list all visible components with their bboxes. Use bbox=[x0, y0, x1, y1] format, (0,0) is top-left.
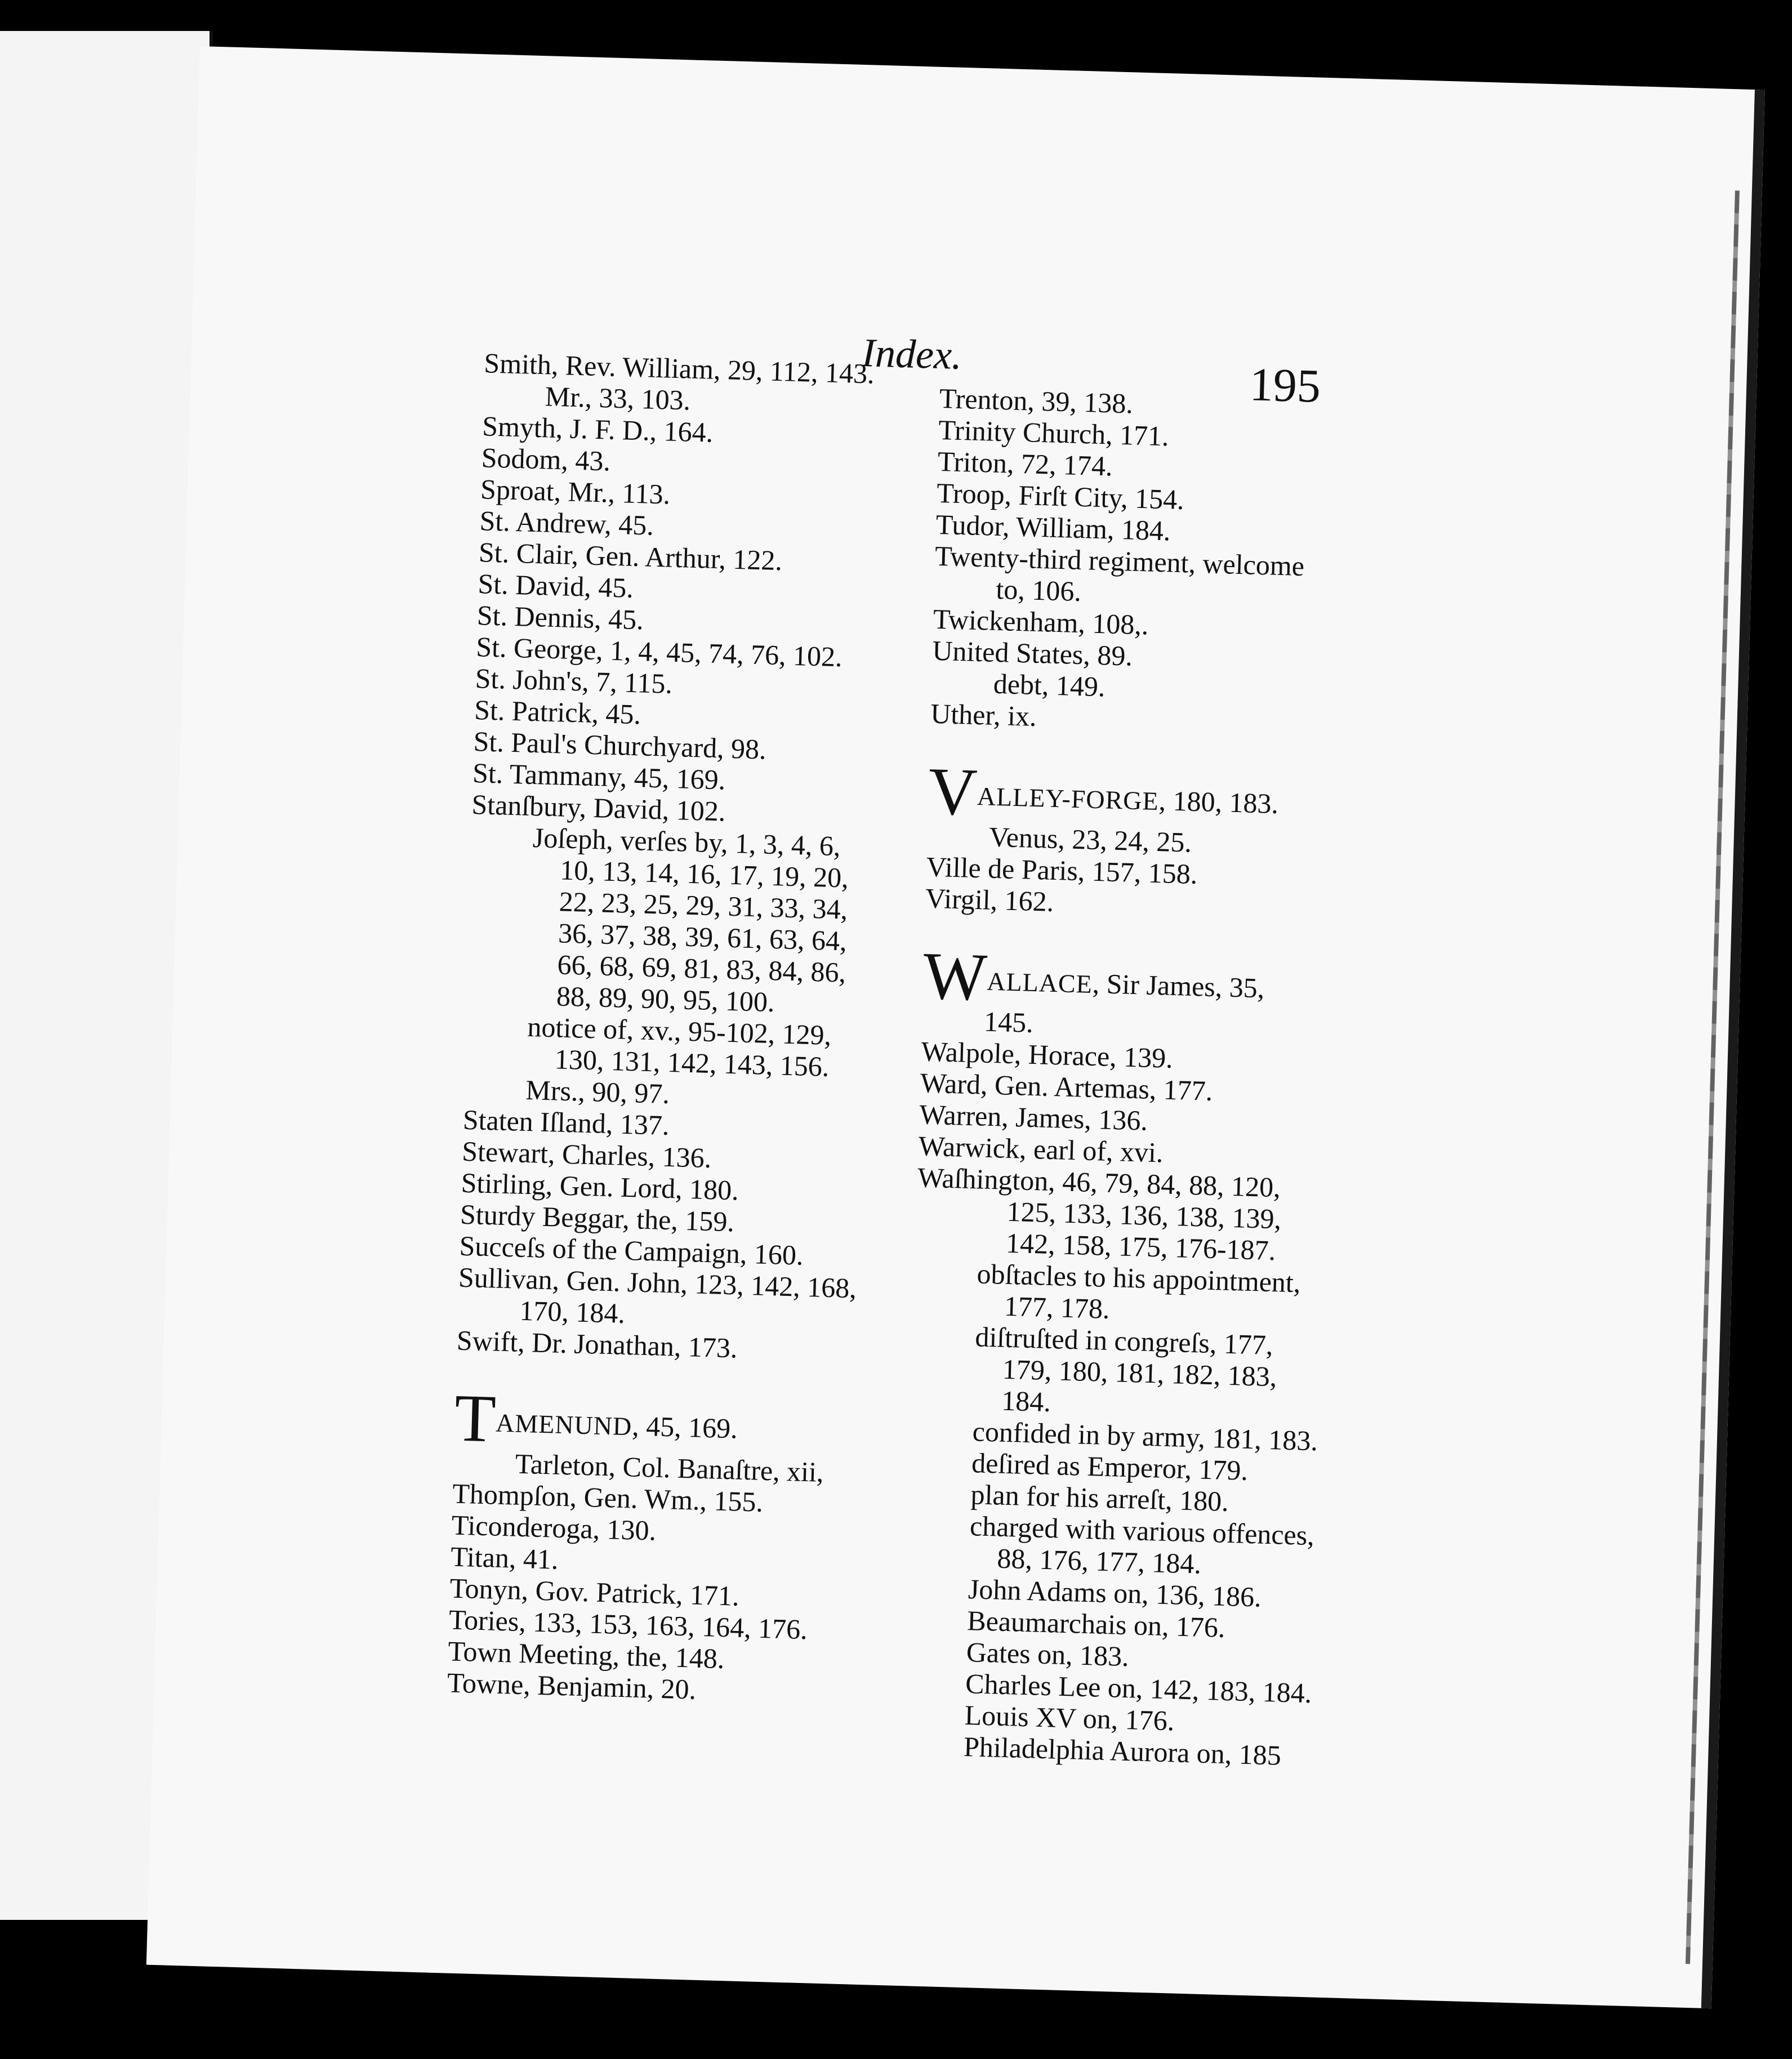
index-entry: 10, 13, 14, 16, 17, 19, 20, bbox=[559, 854, 849, 894]
index-entry: charged with various offences, bbox=[969, 1510, 1315, 1552]
index-entry: Trenton, 39, 138. bbox=[939, 382, 1134, 420]
index-column-left bbox=[447, 347, 946, 1711]
section-initial: W bbox=[922, 938, 988, 1015]
index-entry: Staten Iſland, 137. bbox=[462, 1103, 670, 1142]
index-entry: Towne, Benjamin, 20. bbox=[447, 1666, 697, 1705]
index-entry: 88, 176, 177, 184. bbox=[996, 1542, 1202, 1580]
index-entry: Ticonderoga, 130. bbox=[451, 1509, 657, 1547]
index-entry: St. George, 1, 4, 45, 74, 76, 102. bbox=[475, 631, 843, 673]
section-heading-caps: AMENUND bbox=[495, 1408, 633, 1441]
index-page bbox=[146, 46, 1765, 2008]
index-entry: 177, 178. bbox=[1004, 1290, 1111, 1325]
section-heading-caps: ALLEY-FORGE bbox=[977, 782, 1160, 816]
index-entry: Mr., 33, 103. bbox=[545, 380, 691, 416]
index-entry: Sturdy Beggar, the, 159. bbox=[460, 1198, 735, 1238]
index-entry: John Adams on, 136, 186. bbox=[968, 1573, 1262, 1613]
index-entry: Uther, ix. bbox=[930, 697, 1037, 732]
index-entry: 66, 68, 69, 81, 83, 84, 86, bbox=[556, 948, 846, 988]
index-entry: Swift, Dr. Jonathan, 173. bbox=[456, 1324, 738, 1364]
index-entry: Town Meeting, the, 148. bbox=[447, 1635, 725, 1675]
index-entry: Stanſbury, David, 102. bbox=[471, 788, 726, 827]
index-entry: St. Dennis, 45. bbox=[476, 599, 644, 636]
index-entry: Tarleton, Col. Banaſtre, xii, bbox=[515, 1447, 824, 1488]
index-entry: diſtruſted in congreſs, 177, bbox=[974, 1321, 1274, 1361]
index-entry: Beaumarchais on, 176. bbox=[966, 1605, 1226, 1643]
index-entry: St. Paul's Churchyard, 98. bbox=[472, 725, 767, 765]
index-entry: Charles Lee on, 142, 183, 184. bbox=[965, 1668, 1313, 1709]
index-entry: Tudor, William, 184. bbox=[935, 508, 1171, 547]
index-entry: Louis XV on, 176. bbox=[964, 1699, 1175, 1737]
index-entry: Virgil, 162. bbox=[925, 882, 1054, 917]
index-entry: 130, 131, 142, 143, 156. bbox=[554, 1043, 830, 1082]
index-entry: Stewart, Charles, 136. bbox=[461, 1135, 712, 1174]
index-entry-text: , 180, 183. bbox=[1158, 785, 1279, 819]
index-entry: Stirling, Gen. Lord, 180. bbox=[461, 1166, 739, 1206]
index-entry: Ville de Paris, 157, 158. bbox=[926, 850, 1198, 890]
index-entry: Tonyn, Gov. Patrick, 171. bbox=[449, 1572, 740, 1612]
index-entry: Thompſon, Gen. Wm., 155. bbox=[452, 1477, 764, 1518]
index-entry: Gates on, 183. bbox=[966, 1636, 1130, 1673]
index-entry: St. Clair, Gen. Arthur, 122. bbox=[478, 536, 783, 577]
index-entry: Mrs., 90, 97. bbox=[525, 1073, 670, 1109]
index-entry: 170, 184. bbox=[519, 1294, 626, 1329]
index-entry: Warren, James, 136. bbox=[919, 1098, 1148, 1137]
index-entry: St. Tammany, 45, 169. bbox=[472, 757, 726, 796]
index-entry: Smyth, J. F. D., 164. bbox=[482, 410, 714, 448]
index-entry: to, 106. bbox=[995, 573, 1082, 608]
index-entry: Sullivan, Gen. John, 123, 142, 168, bbox=[458, 1261, 857, 1304]
index-entry: Joſeph, verſes by, 1, 3, 4, 6, bbox=[532, 822, 841, 862]
index-entry: St. Andrew, 45. bbox=[479, 505, 654, 541]
index-entry: 145. bbox=[983, 1005, 1034, 1039]
section-initial: V bbox=[927, 753, 979, 830]
index-entry: Succeſs of the Campaign, 160. bbox=[458, 1229, 804, 1271]
index-entry: 125, 133, 136, 138, 139, bbox=[1006, 1195, 1282, 1235]
index-entry: St. Patrick, 45. bbox=[474, 694, 641, 730]
index-entry: Smith, Rev. William, 29, 112, 143. bbox=[483, 347, 875, 390]
index-entry: Twenty-third regiment, welcome bbox=[934, 540, 1305, 582]
index-entry: Tories, 133, 153, 163, 164, 176. bbox=[448, 1603, 808, 1646]
running-header: Index. bbox=[861, 330, 963, 378]
section-heading-caps: ALLACE bbox=[986, 966, 1093, 999]
index-entry: Trinity Church, 171. bbox=[938, 413, 1170, 452]
index-entry: obſtacles to his appointment, bbox=[976, 1258, 1301, 1299]
index-entry: Triton, 72, 174. bbox=[937, 445, 1113, 482]
index-entry: Twickenham, 108,. bbox=[933, 603, 1149, 641]
index-entry: United States, 89. bbox=[931, 634, 1133, 672]
index-entry: 22, 23, 25, 29, 31, 33, 34, bbox=[559, 885, 848, 925]
index-entry: 184. bbox=[1001, 1384, 1051, 1418]
index-entry: Venus, 23, 24, 25. bbox=[988, 821, 1192, 858]
page-number: 195 bbox=[1249, 358, 1322, 413]
index-entry: Warwick, earl of, xvi. bbox=[918, 1130, 1164, 1169]
section-initial: T bbox=[453, 1380, 497, 1456]
index-entry: St. John's, 7, 115. bbox=[475, 662, 673, 699]
index-entry: 142, 158, 175, 176-187. bbox=[1005, 1227, 1276, 1267]
index-entry: Ward, Gen. Artemas, 177. bbox=[920, 1067, 1214, 1107]
index-entry: Philadelphia Aurora on, 185 bbox=[963, 1731, 1282, 1771]
index-entry-text: , 45, 169. bbox=[631, 1410, 738, 1445]
index-entry: Sodom, 43. bbox=[481, 442, 611, 477]
index-entry: 36, 37, 38, 39, 61, 63, 64, bbox=[558, 917, 848, 957]
index-entry: Walpole, Horace, 139. bbox=[920, 1035, 1174, 1074]
index-entry: notice of, xv., 95-102, 129, bbox=[527, 1010, 832, 1051]
index-entry: deſired as Emperor, 179. bbox=[971, 1447, 1249, 1486]
index-entry: debt, 149. bbox=[993, 667, 1106, 703]
index-entry: 88, 89, 90, 95, 100. bbox=[556, 980, 775, 1018]
index-entry: St. David, 45. bbox=[477, 568, 634, 604]
index-entry: 179, 180, 181, 182, 183, bbox=[1002, 1353, 1278, 1393]
index-entry: Waſhington, 46, 79, 84, 88, 120, bbox=[917, 1161, 1281, 1204]
index-entry: Sproat, Mr., 113. bbox=[480, 473, 671, 510]
page-edge bbox=[1686, 190, 1740, 1964]
index-column-right bbox=[901, 382, 1435, 1775]
index-entry: Troop, Firſt City, 154. bbox=[936, 476, 1185, 516]
index-entry: plan for his arreſt, 180. bbox=[970, 1478, 1229, 1518]
index-entry: Titan, 41. bbox=[450, 1540, 559, 1575]
index-entry: confided in by army, 181, 183. bbox=[972, 1415, 1318, 1457]
index-entry-text: , Sir James, 35, bbox=[1092, 967, 1265, 1004]
